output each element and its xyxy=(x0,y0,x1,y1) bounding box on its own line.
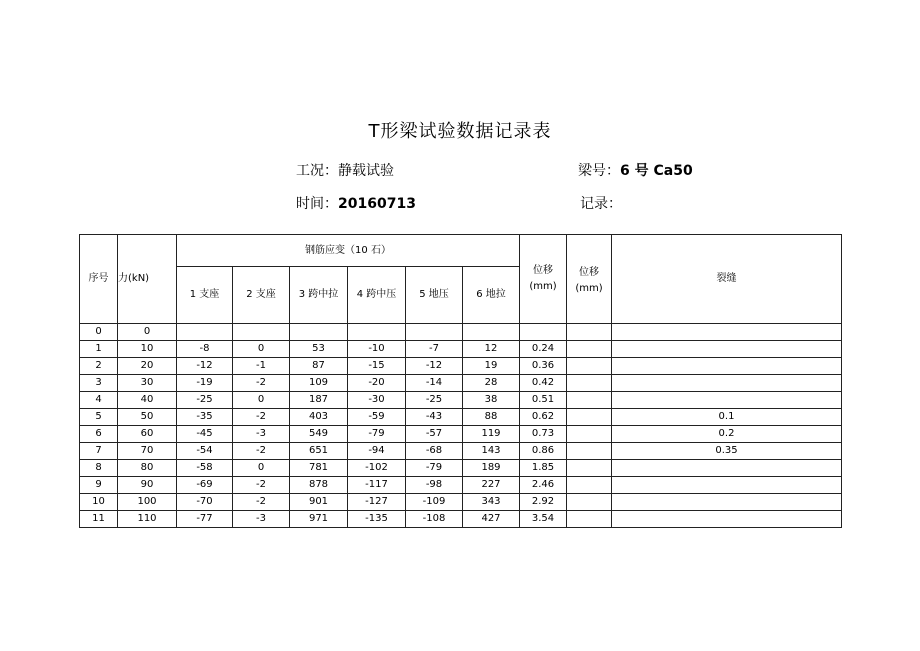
cell-force: 90 xyxy=(118,477,177,494)
cell-strain-6: 227 xyxy=(463,477,520,494)
table-row xyxy=(80,494,842,511)
cell-strain-2: -2 xyxy=(233,494,290,511)
cell-strain-4: -102 xyxy=(348,460,406,477)
cell-strain-3 xyxy=(290,324,348,341)
data-table xyxy=(79,234,842,528)
cell-strain-5: -43 xyxy=(406,409,463,426)
page-title: T形梁试验数据记录表 xyxy=(368,121,552,142)
recorder-line xyxy=(580,193,622,213)
cell-strain-3: 901 xyxy=(290,494,348,511)
cell-crack xyxy=(612,341,842,358)
cell-index: 2 xyxy=(80,358,118,375)
table-row xyxy=(80,511,842,528)
cell-strain-5: -12 xyxy=(406,358,463,375)
cell-displacement-1: 0.24 xyxy=(520,341,567,358)
cell-strain-1: -77 xyxy=(177,511,233,528)
cell-strain-5: -108 xyxy=(406,511,463,528)
table-row xyxy=(80,324,842,341)
header-strain-5: 5 地压 xyxy=(406,267,463,324)
cell-displacement-2 xyxy=(567,511,612,528)
table-row xyxy=(80,409,842,426)
cell-force: 60 xyxy=(118,426,177,443)
cell-crack xyxy=(612,358,842,375)
header-strain-2: 2 支座 xyxy=(233,267,290,324)
cell-force: 40 xyxy=(118,392,177,409)
table-row xyxy=(80,341,842,358)
cell-strain-5: -79 xyxy=(406,460,463,477)
table-row xyxy=(80,375,842,392)
cell-displacement-2 xyxy=(567,358,612,375)
cell-strain-1: -70 xyxy=(177,494,233,511)
cell-force: 50 xyxy=(118,409,177,426)
cell-strain-4: -117 xyxy=(348,477,406,494)
time-label: 时间： xyxy=(296,196,338,212)
cell-displacement-1: 0.62 xyxy=(520,409,567,426)
cell-strain-1: -58 xyxy=(177,460,233,477)
cell-displacement-2 xyxy=(567,409,612,426)
cell-strain-6: 427 xyxy=(463,511,520,528)
cell-crack: 0.35 xyxy=(612,443,842,460)
cell-strain-5: -14 xyxy=(406,375,463,392)
cell-crack xyxy=(612,460,842,477)
cell-displacement-2 xyxy=(567,443,612,460)
cell-strain-1: -69 xyxy=(177,477,233,494)
cell-strain-3: 403 xyxy=(290,409,348,426)
cell-index: 0 xyxy=(80,324,118,341)
cell-displacement-1: 3.54 xyxy=(520,511,567,528)
cell-force: 100 xyxy=(118,494,177,511)
cell-strain-6: 19 xyxy=(463,358,520,375)
cell-index: 8 xyxy=(80,460,118,477)
cell-strain-3: 87 xyxy=(290,358,348,375)
cell-crack: 0.1 xyxy=(612,409,842,426)
header-strain-4: 4 跨中压 xyxy=(348,267,406,324)
cell-strain-2: 0 xyxy=(233,392,290,409)
cell-strain-6: 119 xyxy=(463,426,520,443)
table-row xyxy=(80,358,842,375)
cell-force: 20 xyxy=(118,358,177,375)
cell-strain-1: -35 xyxy=(177,409,233,426)
cell-strain-4: -10 xyxy=(348,341,406,358)
table-row xyxy=(80,426,842,443)
cell-strain-4 xyxy=(348,324,406,341)
cell-index: 3 xyxy=(80,375,118,392)
cell-displacement-2 xyxy=(567,392,612,409)
condition-value: 静载试验 xyxy=(338,163,394,179)
cell-displacement-2 xyxy=(567,375,612,392)
table-row xyxy=(80,443,842,460)
beam-value: 6 号 Ca50 xyxy=(620,163,693,179)
cell-strain-6: 143 xyxy=(463,443,520,460)
header-force: 力(kN) xyxy=(118,235,177,324)
cell-displacement-2 xyxy=(567,341,612,358)
cell-displacement-1: 2.46 xyxy=(520,477,567,494)
cell-force: 10 xyxy=(118,341,177,358)
cell-strain-6 xyxy=(463,324,520,341)
header-strain-3: 3 跨中拉 xyxy=(290,267,348,324)
cell-strain-3: 549 xyxy=(290,426,348,443)
cell-index: 7 xyxy=(80,443,118,460)
cell-strain-4: -94 xyxy=(348,443,406,460)
cell-displacement-1: 0.51 xyxy=(520,392,567,409)
cell-strain-5: -98 xyxy=(406,477,463,494)
condition-label: 工况： xyxy=(296,163,338,179)
cell-strain-1: -8 xyxy=(177,341,233,358)
header-index: 序号 xyxy=(80,235,118,324)
cell-crack xyxy=(612,477,842,494)
recorder-label: 记录： xyxy=(580,196,622,212)
cell-strain-1: -12 xyxy=(177,358,233,375)
cell-strain-3: 651 xyxy=(290,443,348,460)
cell-crack xyxy=(612,375,842,392)
cell-strain-3: 971 xyxy=(290,511,348,528)
table-row xyxy=(80,477,842,494)
cell-strain-1: -19 xyxy=(177,375,233,392)
cell-displacement-1: 0.86 xyxy=(520,443,567,460)
cell-strain-2: -1 xyxy=(233,358,290,375)
header-displacement-1: 位移 (mm) xyxy=(520,235,567,324)
time-line xyxy=(296,193,416,213)
cell-strain-2: -2 xyxy=(233,477,290,494)
cell-displacement-2 xyxy=(567,324,612,341)
cell-strain-6: 343 xyxy=(463,494,520,511)
cell-force: 80 xyxy=(118,460,177,477)
cell-displacement-1 xyxy=(520,324,567,341)
cell-displacement-2 xyxy=(567,426,612,443)
cell-crack xyxy=(612,511,842,528)
cell-strain-5: -25 xyxy=(406,392,463,409)
cell-strain-4: -127 xyxy=(348,494,406,511)
cell-strain-6: 189 xyxy=(463,460,520,477)
cell-index: 5 xyxy=(80,409,118,426)
cell-strain-4: -59 xyxy=(348,409,406,426)
cell-crack xyxy=(612,494,842,511)
cell-displacement-1: 1.85 xyxy=(520,460,567,477)
cell-strain-3: 781 xyxy=(290,460,348,477)
cell-index: 4 xyxy=(80,392,118,409)
cell-displacement-1: 2.92 xyxy=(520,494,567,511)
cell-strain-2: -3 xyxy=(233,426,290,443)
beam-line xyxy=(578,160,693,180)
cell-strain-6: 88 xyxy=(463,409,520,426)
cell-index: 6 xyxy=(80,426,118,443)
header-row-1 xyxy=(80,235,842,267)
cell-strain-1 xyxy=(177,324,233,341)
cell-strain-3: 109 xyxy=(290,375,348,392)
cell-strain-1: -45 xyxy=(177,426,233,443)
cell-index: 9 xyxy=(80,477,118,494)
header-strain-group: 钢筋应变（10 石） xyxy=(177,235,520,267)
table-row xyxy=(80,392,842,409)
cell-displacement-1: 0.42 xyxy=(520,375,567,392)
cell-strain-2: 0 xyxy=(233,341,290,358)
cell-displacement-1: 0.36 xyxy=(520,358,567,375)
cell-strain-2: -2 xyxy=(233,375,290,392)
cell-strain-4: -135 xyxy=(348,511,406,528)
cell-force: 70 xyxy=(118,443,177,460)
cell-strain-4: -15 xyxy=(348,358,406,375)
cell-strain-4: -30 xyxy=(348,392,406,409)
cell-displacement-2 xyxy=(567,460,612,477)
cell-strain-4: -79 xyxy=(348,426,406,443)
cell-strain-5: -68 xyxy=(406,443,463,460)
cell-strain-3: 187 xyxy=(290,392,348,409)
cell-crack xyxy=(612,392,842,409)
cell-strain-1: -25 xyxy=(177,392,233,409)
cell-force: 110 xyxy=(118,511,177,528)
cell-displacement-1: 0.73 xyxy=(520,426,567,443)
header-displacement-2: 位移 (mm) xyxy=(567,235,612,324)
beam-label: 梁号： xyxy=(578,163,620,179)
cell-strain-2 xyxy=(233,324,290,341)
cell-strain-4: -20 xyxy=(348,375,406,392)
cell-strain-2: 0 xyxy=(233,460,290,477)
table-row xyxy=(80,460,842,477)
cell-strain-3: 878 xyxy=(290,477,348,494)
header-crack: 裂缝 xyxy=(612,235,842,324)
condition-line xyxy=(296,160,394,180)
cell-strain-2: -3 xyxy=(233,511,290,528)
cell-strain-6: 12 xyxy=(463,341,520,358)
cell-crack: 0.2 xyxy=(612,426,842,443)
cell-index: 1 xyxy=(80,341,118,358)
cell-strain-6: 28 xyxy=(463,375,520,392)
cell-strain-5 xyxy=(406,324,463,341)
cell-force: 0 xyxy=(118,324,177,341)
header-strain-6: 6 地拉 xyxy=(463,267,520,324)
cell-force: 30 xyxy=(118,375,177,392)
cell-index: 10 xyxy=(80,494,118,511)
cell-strain-5: -7 xyxy=(406,341,463,358)
cell-strain-2: -2 xyxy=(233,443,290,460)
cell-crack xyxy=(612,324,842,341)
cell-index: 11 xyxy=(80,511,118,528)
cell-strain-5: -109 xyxy=(406,494,463,511)
cell-strain-2: -2 xyxy=(233,409,290,426)
cell-displacement-2 xyxy=(567,477,612,494)
cell-displacement-2 xyxy=(567,494,612,511)
cell-strain-6: 38 xyxy=(463,392,520,409)
cell-strain-3: 53 xyxy=(290,341,348,358)
cell-strain-5: -57 xyxy=(406,426,463,443)
time-value: 20160713 xyxy=(338,196,416,212)
header-strain-1: 1 支座 xyxy=(177,267,233,324)
cell-strain-1: -54 xyxy=(177,443,233,460)
